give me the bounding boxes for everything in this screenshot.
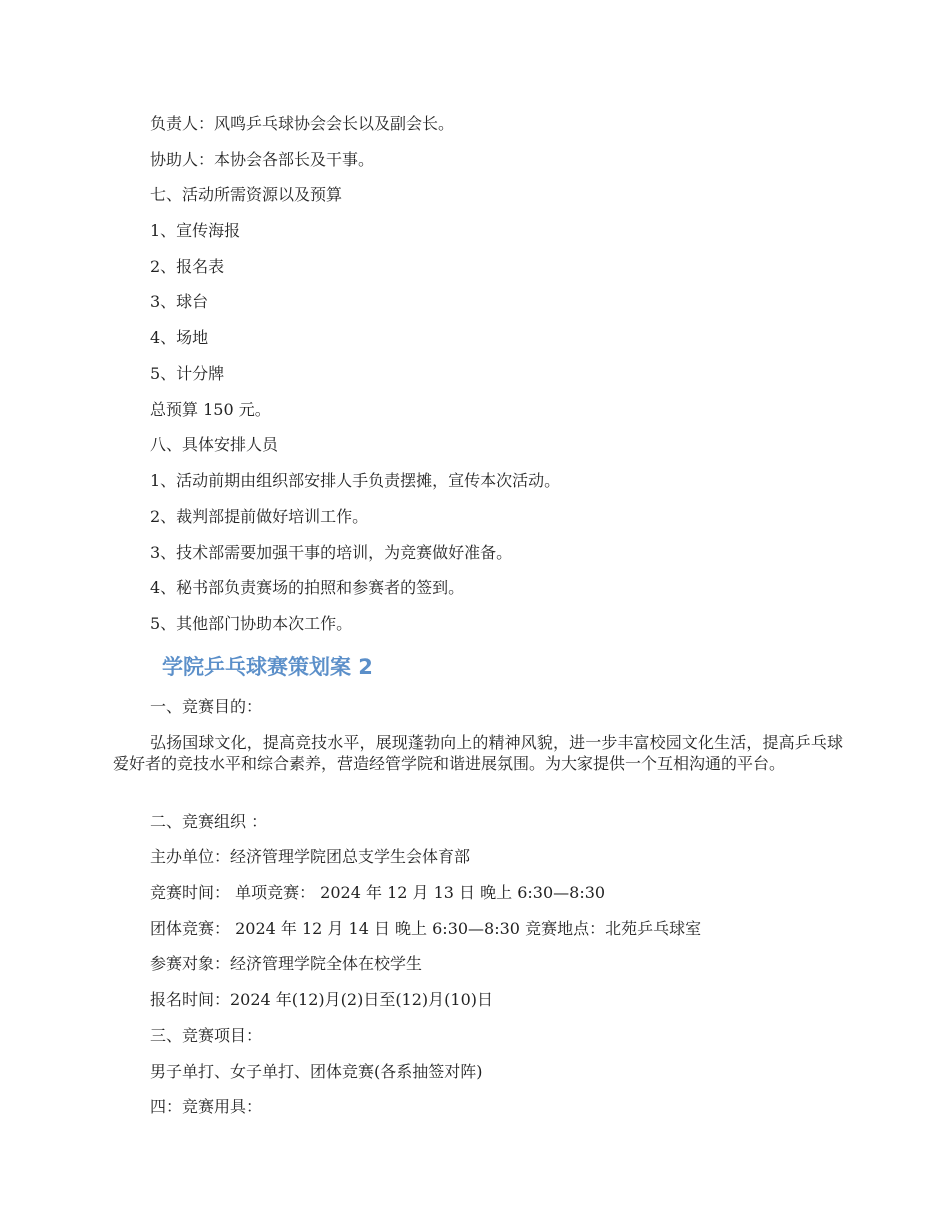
text-line: 3、球台 [150, 292, 209, 311]
text-line: 4、秘书部负责赛场的拍照和参赛者的签到。 [150, 578, 465, 597]
text-line: 4、场地 [150, 328, 209, 347]
text-line: 三、竞赛项目： [150, 1026, 263, 1045]
text-line: 四：竞赛用具： [150, 1097, 263, 1116]
text-line: 1、活动前期由组织部安排人手负责摆摊，宣传本次活动。 [150, 471, 561, 490]
text-line: 总预算 150 元。 [150, 400, 271, 419]
text-line: 主办单位：经济管理学院团总支学生会体育部 [150, 847, 471, 866]
text-line: 5、计分牌 [150, 364, 225, 383]
text-line: 一、竞赛目的： [150, 697, 263, 716]
text-line: 二、竞赛组织 ： [150, 812, 268, 831]
text-line: 1、宣传海报 [150, 221, 241, 240]
text-line: 2、报名表 [150, 257, 225, 276]
text-line: 团体竞赛： 2024 年 12 月 14 日 晚上 6:30—8:30 竞赛地点：北苑乒乓球室 [150, 919, 702, 938]
text-line: 竞赛时间： 单项竞赛： 2024 年 12 月 13 日 晚上 6:30—8:30 [150, 883, 606, 902]
text-line: 男子单打、女子单打、团体竞赛(各系抽签对阵) [150, 1062, 483, 1081]
text-line: 报名时间：2024 年(12)月(2)日至(12)月(10)日 [150, 990, 494, 1009]
text-line: 八、具体安排人员 [150, 435, 279, 454]
body-paragraph: 弘扬国球文化，提高竞技水平，展现蓬勃向上的精神风貌，进一步丰富校园文化生活，提高乒乓球爱好者的竞技水平和综合素养，营造经管学院和谐进展氛围。为大家提供一个互相沟通的平台。 [113, 733, 843, 773]
text-line: 协助人：本协会各部长及干事。 [150, 150, 375, 169]
text-line: 3、技术部需要加强干事的培训，为竞赛做好准备。 [150, 543, 513, 562]
section-heading: 学院乒乓球赛策划案 2 [162, 655, 373, 679]
text-line: 2、裁判部提前做好培训工作。 [150, 507, 369, 526]
text-line: 5、其他部门协助本次工作。 [150, 614, 353, 633]
text-line: 七、活动所需资源以及预算 [150, 185, 343, 204]
text-line: 参赛对象：经济管理学院全体在校学生 [150, 954, 423, 973]
text-line: 负责人：风鸣乒乓球协会会长以及副会长。 [150, 114, 455, 133]
